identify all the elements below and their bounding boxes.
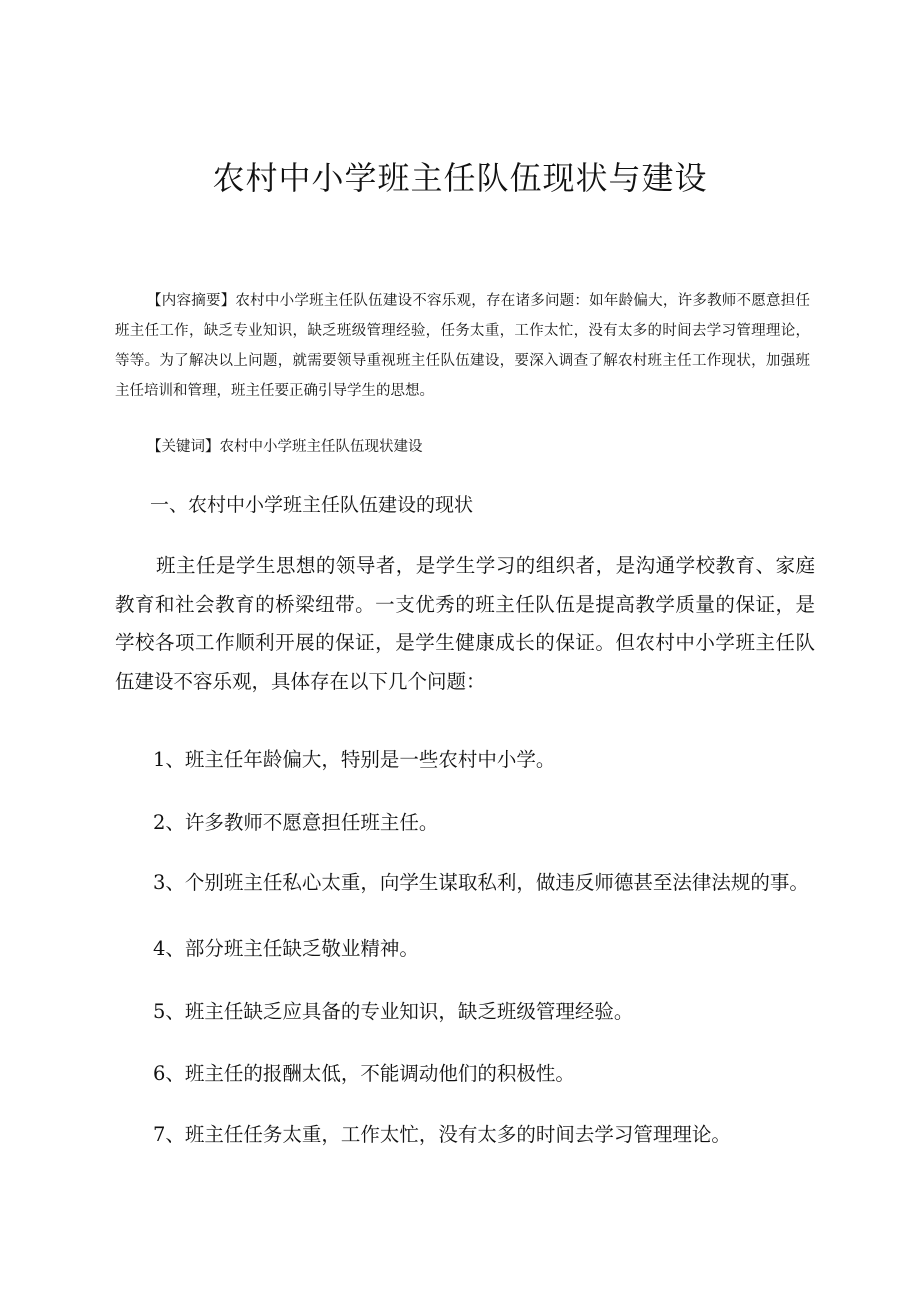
abstract-paragraph: 【内容摘要】农村中小学班主任队伍建设不容乐观，存在诸多问题：如年龄偏大，许多教师不愿意担任班主任工作，缺乏专业知识，缺乏班级管理经验，任务太重，工作太忙，没有太多的时间去学习管理理论，等等。为了解决以上问题，就需要领导重视班主任队伍建设，要深入调查了解农村班主任工作现状，加强班主任培训和管理，班主任要正确引导学生的思想。 [115, 293, 810, 399]
problem-text: 班主任的报酬太低，不能调动他们的积极性。 [184, 1062, 575, 1085]
problem-number: 5、 [153, 1000, 185, 1023]
problem-number: 7、 [153, 1123, 185, 1146]
problem-item-2 [153, 806, 833, 840]
problem-item-1 [153, 743, 833, 777]
problem-item-5 [153, 995, 833, 1029]
problem-text: 部分班主任缺乏敬业精神。 [184, 937, 419, 960]
problem-text: 班主任任务太重，工作太忙，没有太多的时间去学习管理理论。 [184, 1123, 731, 1146]
problem-number: 3、 [153, 871, 185, 894]
problem-number: 6、 [153, 1062, 185, 1085]
problem-text: 许多教师不愿意担任班主任。 [184, 811, 439, 834]
problem-item-3 [153, 866, 833, 900]
section-1-paragraph: 班主任是学生思想的领导者，是学生学习的组织者，是沟通学校教育、家庭教育和社会教育的桥梁纽带。一支优秀的班主任队伍是提高教学质量的保证，是学校各项工作顺利开展的保证，是学生健康成长的保证。但农村中小学班主任队伍建设不容乐观，具体存在以下几个问题： [115, 554, 815, 693]
problem-text: 班主任缺乏应具备的专业知识，缺乏班级管理经验。 [184, 1000, 634, 1023]
problem-number: 2、 [153, 811, 185, 834]
problem-number: 4、 [153, 937, 185, 960]
problem-item-7 [153, 1118, 833, 1152]
keywords-line: 【关键词】农村中小学班主任队伍现状建设 [147, 439, 423, 455]
document-title: 农村中小学班主任队伍现状与建设 [212, 159, 708, 197]
problem-text: 个别班主任私心太重，向学生谋取私利，做违反师德甚至法律法规的事。 [184, 871, 809, 894]
problem-item-6 [153, 1057, 833, 1091]
problem-item-4 [153, 932, 833, 966]
section-heading-1: 一、农村中小学班主任队伍建设的现状 [150, 494, 474, 516]
problem-number: 1、 [153, 748, 185, 771]
problem-text: 班主任年龄偏大，特别是一些农村中小学。 [184, 748, 556, 771]
